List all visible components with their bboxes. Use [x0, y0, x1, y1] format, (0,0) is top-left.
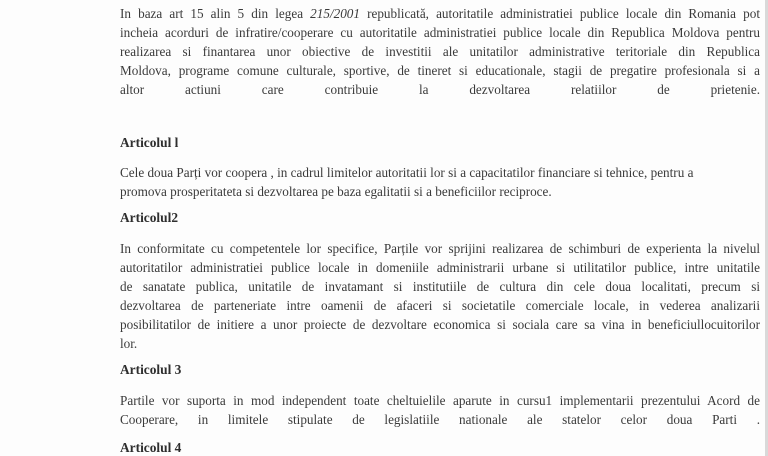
article-line: autoritatilor administratiei publice locale in domeniile administrarii urbane si utilitatilor publice, intre unitatile	[120, 260, 760, 275]
article-title: Articolul l	[120, 135, 179, 150]
article-3-body	[120, 391, 760, 429]
intro-line	[120, 4, 760, 23]
article-4	[120, 438, 760, 456]
article-title: Articolul 4	[120, 440, 182, 455]
article-line: dezvoltarea de parteneriate intre oamenii de afaceri si societatile comerciale locale, in vederea analizarii	[120, 298, 760, 313]
article-2-body	[120, 239, 760, 353]
article-title: Articolul2	[120, 210, 179, 225]
article-1-body	[120, 163, 760, 201]
article-1	[120, 133, 760, 152]
article-line: Cooperare, in limitele stipulate de legislatiile nationale ale statelor celor doua Parti .	[120, 412, 760, 427]
article-line: In conformitate cu competentele lor specifice, Parțile vor sprijini realizarea de schimburi de experienta la nivelul	[120, 241, 760, 256]
intro-line: realizarea si finantarea unor obiective de investitii ale unitatilor administrative teritoriale din Republica	[120, 44, 760, 59]
article-line: lor.	[120, 336, 138, 351]
article-title: Articolul 3	[120, 362, 182, 377]
intro-line: incheia acorduri de infratire/cooperare cu autoritatile administratiei publice locale din Republica Moldova pentru	[120, 25, 760, 40]
law-reference: 215/2001	[310, 6, 360, 21]
article-line: promova prosperitateta si dezvoltarea pe baza egalitatii si a beneficiilor reciproce.	[120, 184, 552, 199]
intro-paragraph	[120, 4, 760, 99]
article-2	[120, 208, 760, 227]
intro-line: Moldova, programe comune culturale, sportive, de tineret si educationale, stagii de pregatire profesionala si a	[120, 63, 760, 78]
article-3	[120, 360, 760, 379]
article-line: Partile vor suporta in mod independent toate cheltuielile aparute in cursu1 implementarii prezentului Acord de	[120, 393, 760, 408]
article-line: Cele doua Parți vor coopera , in cadrul limitelor autoritatii lor si a capacitatilor financiare si tehnice, pentru a	[120, 165, 694, 180]
article-text	[120, 163, 760, 201]
article-text	[120, 391, 760, 429]
article-text	[120, 239, 760, 353]
intro-line-text: In baza art 15 alin 5 din legea	[120, 6, 311, 21]
intro-line-text: republicată, autoritatile administratiei publice locale din Romania pot	[359, 6, 760, 21]
article-line: posibilitatilor de initiere a unor proiecte de dezvoltare economica si sociala care sa vina in beneficiullocuitorilor	[120, 317, 760, 332]
article-line: de sanatate publica, unitatile de invatamant si institutiile de cultura din cele doua localitati, precum si	[120, 279, 760, 294]
intro-line: altor actiuni care contribuie la dezvoltarea relatiilor de prietenie.	[120, 82, 760, 97]
intro-text	[120, 4, 760, 99]
